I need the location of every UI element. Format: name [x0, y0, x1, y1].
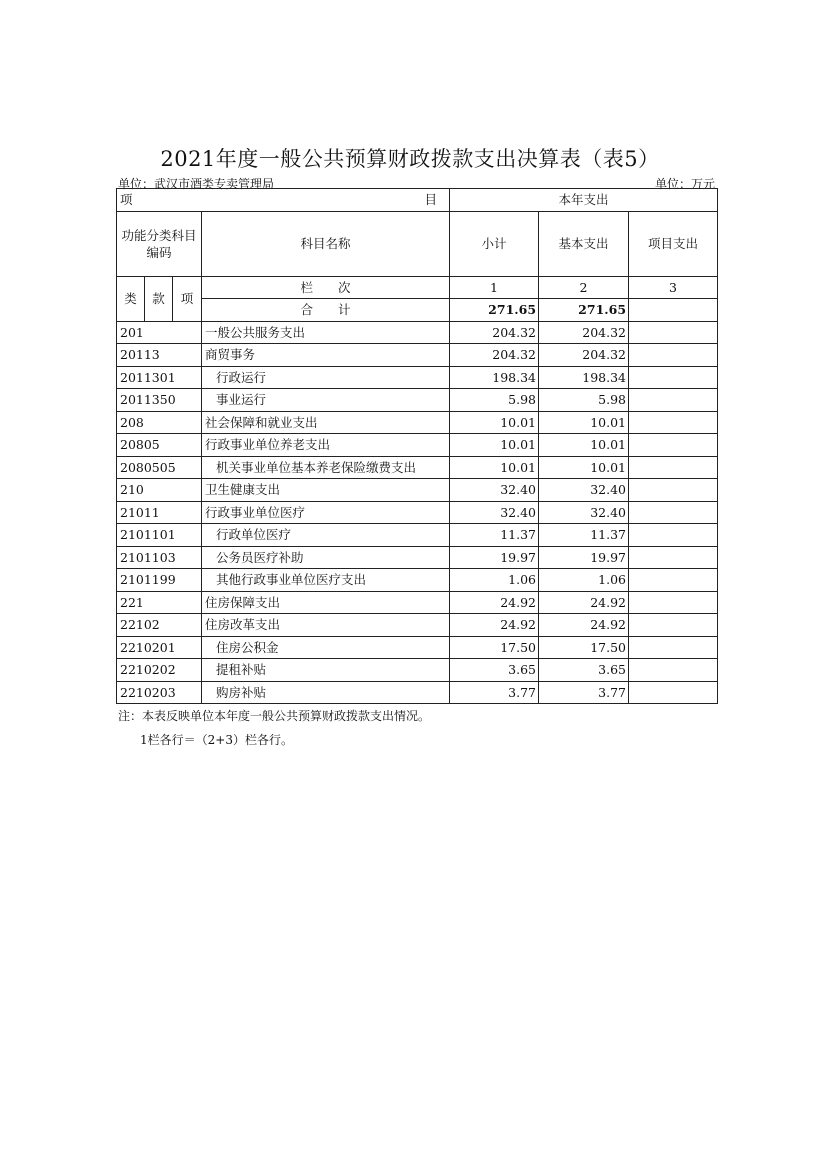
row-subtotal: 10.01	[450, 434, 539, 457]
col-index-1: 1	[450, 276, 539, 299]
total-row	[117, 299, 718, 322]
row-name: 商贸事务	[202, 344, 450, 367]
row-basic: 10.01	[539, 456, 629, 479]
total-subtotal: 271.65	[450, 299, 539, 322]
row-code: 2210202	[117, 659, 202, 682]
row-basic: 204.32	[539, 321, 629, 344]
page-title: 2021年度一般公共预算财政拨款支出决算表（表5）	[160, 147, 660, 171]
table-row	[117, 456, 718, 479]
row-name: 住房公积金	[202, 636, 450, 659]
row-basic: 198.34	[539, 366, 629, 389]
table-row	[117, 411, 718, 434]
row-subtotal: 1.06	[450, 569, 539, 592]
total-project	[629, 299, 718, 322]
row-project	[629, 569, 718, 592]
row-basic: 10.01	[539, 434, 629, 457]
row-name: 行政运行	[202, 366, 450, 389]
table-row	[117, 479, 718, 502]
row-project	[629, 456, 718, 479]
row-subtotal: 10.01	[450, 456, 539, 479]
basic-header: 基本支出	[539, 211, 629, 276]
row-basic: 10.01	[539, 411, 629, 434]
row-name: 住房保障支出	[202, 591, 450, 614]
row-code: 2011301	[117, 366, 202, 389]
table-row	[117, 321, 718, 344]
item-header-left: 项	[120, 192, 133, 207]
row-project	[629, 321, 718, 344]
row-code: 2101101	[117, 524, 202, 547]
subtotal-header: 小计	[450, 211, 539, 276]
table-row	[117, 434, 718, 457]
row-basic: 24.92	[539, 591, 629, 614]
row-code: 201	[117, 321, 202, 344]
table-row	[117, 636, 718, 659]
row-code: 2011350	[117, 389, 202, 412]
row-name: 一般公共服务支出	[202, 321, 450, 344]
table-row	[117, 681, 718, 704]
table-row	[117, 501, 718, 524]
row-subtotal: 204.32	[450, 321, 539, 344]
row-project	[629, 344, 718, 367]
row-name: 购房补贴	[202, 681, 450, 704]
table-row	[117, 524, 718, 547]
table-row	[117, 344, 718, 367]
table-row	[117, 569, 718, 592]
row-project	[629, 614, 718, 637]
row-project	[629, 546, 718, 569]
row-code: 22102	[117, 614, 202, 637]
table-note: 注：本表反映单位本年度一般公共预算财政拨款支出情况。	[118, 709, 431, 723]
row-name: 住房改革支出	[202, 614, 450, 637]
row-code: 20113	[117, 344, 202, 367]
row-code: 2210203	[117, 681, 202, 704]
row-project	[629, 636, 718, 659]
row-subtotal: 198.34	[450, 366, 539, 389]
table-row	[117, 591, 718, 614]
header-row-1	[117, 189, 718, 212]
row-subtotal: 32.40	[450, 479, 539, 502]
reporting-unit: 单位：武汉市酒类专卖管理局	[118, 177, 275, 191]
row-project	[629, 681, 718, 704]
row-code: 20805	[117, 434, 202, 457]
column-index-row	[117, 276, 718, 299]
row-project	[629, 479, 718, 502]
row-name: 事业运行	[202, 389, 450, 412]
row-project	[629, 591, 718, 614]
row-basic: 3.77	[539, 681, 629, 704]
row-project	[629, 501, 718, 524]
func-code-header: 功能分类科目编码	[117, 211, 202, 276]
row-name: 行政事业单位养老支出	[202, 434, 450, 457]
row-name: 机关事业单位基本养老保险缴费支出	[202, 456, 450, 479]
currency-unit: 单位：万元	[654, 177, 715, 191]
table-row	[117, 366, 718, 389]
table-row	[117, 614, 718, 637]
row-basic: 1.06	[539, 569, 629, 592]
row-subtotal: 10.01	[450, 411, 539, 434]
row-code: 2080505	[117, 456, 202, 479]
row-basic: 5.98	[539, 389, 629, 412]
row-basic: 24.92	[539, 614, 629, 637]
total-basic: 271.65	[539, 299, 629, 322]
row-subtotal: 3.77	[450, 681, 539, 704]
row-basic: 32.40	[539, 501, 629, 524]
expenditure-table	[116, 188, 718, 704]
row-code: 21011	[117, 501, 202, 524]
col-index-3: 3	[629, 276, 718, 299]
row-basic: 3.65	[539, 659, 629, 682]
row-subtotal: 24.92	[450, 591, 539, 614]
row-name: 卫生健康支出	[202, 479, 450, 502]
lei-header: 类	[117, 276, 145, 321]
row-basic: 204.32	[539, 344, 629, 367]
table-row	[117, 659, 718, 682]
row-name: 行政事业单位医疗	[202, 501, 450, 524]
xiang-header: 项	[173, 276, 202, 321]
total-label: 合 计	[202, 299, 450, 322]
row-project	[629, 659, 718, 682]
item-header	[117, 189, 450, 212]
row-subtotal: 204.32	[450, 344, 539, 367]
row-subtotal: 11.37	[450, 524, 539, 547]
row-project	[629, 434, 718, 457]
row-code: 210	[117, 479, 202, 502]
row-code: 2101199	[117, 569, 202, 592]
col-index-2: 2	[539, 276, 629, 299]
row-basic: 11.37	[539, 524, 629, 547]
project-header: 项目支出	[629, 211, 718, 276]
row-project	[629, 524, 718, 547]
year-expense-header: 本年支出	[450, 189, 718, 212]
table-row	[117, 389, 718, 412]
row-basic: 19.97	[539, 546, 629, 569]
row-basic: 17.50	[539, 636, 629, 659]
row-subtotal: 5.98	[450, 389, 539, 412]
row-name: 公务员医疗补助	[202, 546, 450, 569]
row-name: 提租补贴	[202, 659, 450, 682]
row-basic: 32.40	[539, 479, 629, 502]
row-code: 2101103	[117, 546, 202, 569]
item-header-right: 目	[424, 192, 438, 207]
subject-name-header: 科目名称	[202, 211, 450, 276]
row-subtotal: 3.65	[450, 659, 539, 682]
header-row-2	[117, 211, 718, 276]
row-name: 其他行政事业单位医疗支出	[202, 569, 450, 592]
row-code: 221	[117, 591, 202, 614]
row-code: 208	[117, 411, 202, 434]
table-note-formula: 1栏各行＝（2+3）栏各行。	[140, 733, 293, 747]
kuan-header: 款	[145, 276, 173, 321]
table-row	[117, 546, 718, 569]
row-subtotal: 24.92	[450, 614, 539, 637]
row-name: 行政单位医疗	[202, 524, 450, 547]
row-subtotal: 19.97	[450, 546, 539, 569]
row-subtotal: 17.50	[450, 636, 539, 659]
row-subtotal: 32.40	[450, 501, 539, 524]
row-name: 社会保障和就业支出	[202, 411, 450, 434]
row-code: 2210201	[117, 636, 202, 659]
row-project	[629, 366, 718, 389]
row-project	[629, 389, 718, 412]
lanci-label: 栏 次	[202, 276, 450, 299]
row-project	[629, 411, 718, 434]
